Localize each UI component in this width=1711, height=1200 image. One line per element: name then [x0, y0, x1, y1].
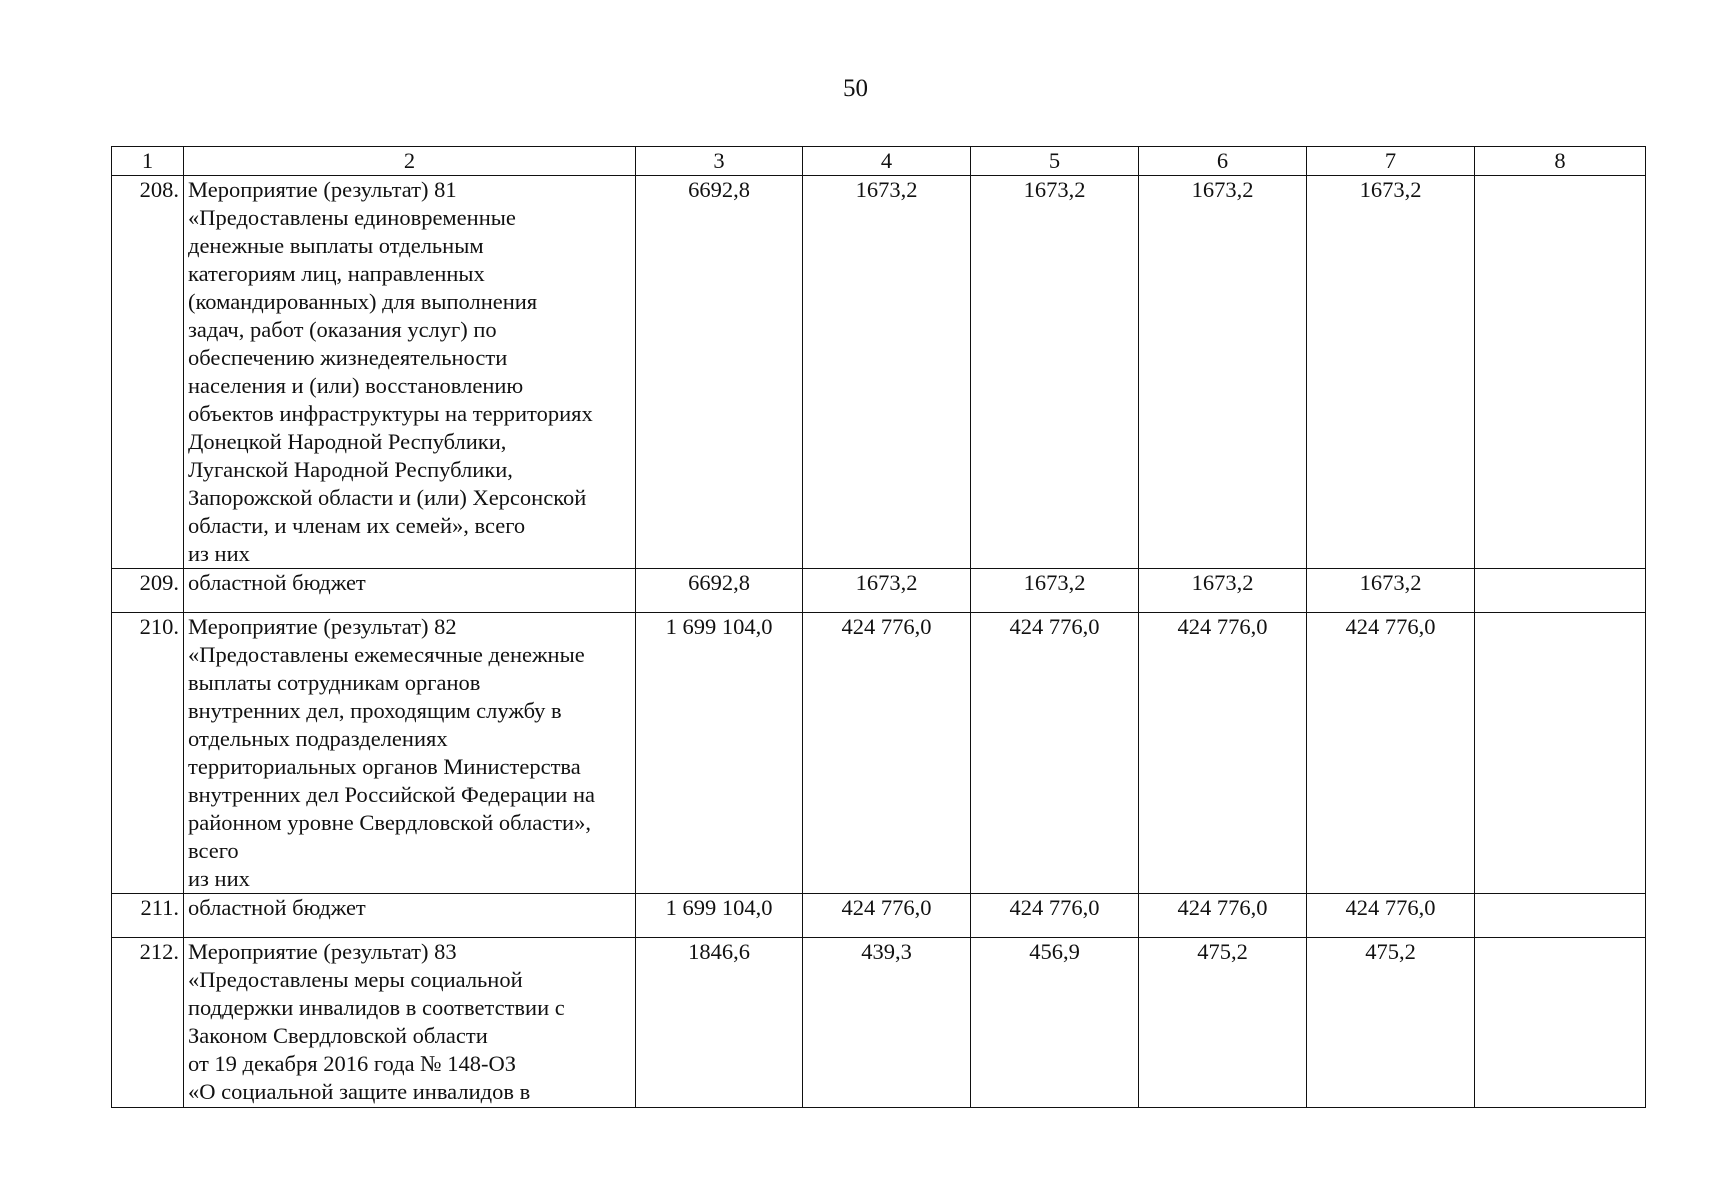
row-name-line: внутренних дел Российской Федерации на [188, 782, 595, 807]
row-number: 211. [112, 894, 184, 938]
row-name-line: от 19 декабря 2016 года № 148-ОЗ [188, 1051, 517, 1076]
row-name-line: Мероприятие (результат) 82 [188, 614, 457, 639]
value-col-5: 456,9 [971, 938, 1139, 1108]
value-col-6: 1673,2 [1139, 176, 1307, 569]
row-number: 209. [112, 569, 184, 613]
row-name-line: (командированных) для выполнения [188, 289, 538, 314]
value-col-8 [1475, 569, 1646, 613]
row-name-line: объектов инфраструктуры на территориях [188, 401, 593, 426]
row-name-line: из них [188, 541, 250, 566]
row-name-line: обеспечению жизнедеятельности [188, 345, 508, 370]
row-name [184, 894, 636, 938]
row-name-line: Запорожской области и (или) Херсонской [188, 485, 587, 510]
value-col-3: 6692,8 [636, 569, 803, 613]
row-name-line: областной бюджет [188, 570, 366, 595]
table-row [112, 938, 1646, 1108]
row-name [184, 176, 636, 569]
header-cell-7: 7 [1307, 147, 1475, 176]
value-col-7: 424 776,0 [1307, 613, 1475, 894]
row-name-line: категориям лиц, направленных [188, 261, 485, 286]
value-col-5: 1673,2 [971, 569, 1139, 613]
header-cell-1: 1 [112, 147, 184, 176]
value-col-7: 424 776,0 [1307, 894, 1475, 938]
value-col-7: 1673,2 [1307, 569, 1475, 613]
header-cell-6: 6 [1139, 147, 1307, 176]
row-name-line: поддержки инвалидов в соответствии с [188, 995, 565, 1020]
row-number: 212. [112, 938, 184, 1108]
row-number: 208. [112, 176, 184, 569]
row-name [184, 938, 636, 1108]
value-col-5: 1673,2 [971, 176, 1139, 569]
value-col-3: 1 699 104,0 [636, 613, 803, 894]
row-name-line: «Предоставлены меры социальной [188, 967, 523, 992]
value-col-4: 1673,2 [803, 569, 971, 613]
row-name-line: районном уровне Свердловской области», [188, 810, 591, 835]
row-name [184, 569, 636, 613]
row-name-line: из них [188, 866, 250, 891]
row-name-line: Мероприятие (результат) 83 [188, 939, 457, 964]
row-name-line: «О социальной защите инвалидов в [188, 1079, 531, 1104]
row-name-line: отдельных подразделениях [188, 726, 448, 751]
row-name-line: всего [188, 838, 239, 863]
value-col-4: 424 776,0 [803, 894, 971, 938]
value-col-3: 6692,8 [636, 176, 803, 569]
header-cell-4: 4 [803, 147, 971, 176]
value-col-8 [1475, 938, 1646, 1108]
value-col-7: 475,2 [1307, 938, 1475, 1108]
row-name-line: населения и (или) восстановлению [188, 373, 524, 398]
header-cell-8: 8 [1475, 147, 1646, 176]
value-col-8 [1475, 613, 1646, 894]
row-name-line: областной бюджет [188, 895, 366, 920]
row-name-line: Луганской Народной Республики, [188, 457, 513, 482]
value-col-4: 1673,2 [803, 176, 971, 569]
header-cell-2: 2 [184, 147, 636, 176]
value-col-7: 1673,2 [1307, 176, 1475, 569]
value-col-4: 424 776,0 [803, 613, 971, 894]
row-name-line: «Предоставлены единовременные [188, 205, 516, 230]
value-col-3: 1846,6 [636, 938, 803, 1108]
value-col-6: 424 776,0 [1139, 894, 1307, 938]
table-row [112, 613, 1646, 894]
table-row [112, 894, 1646, 938]
row-name-line: «Предоставлены ежемесячные денежные [188, 642, 585, 667]
table-body [112, 147, 1646, 1108]
value-col-6: 475,2 [1139, 938, 1307, 1108]
row-name-line: Донецкой Народной Республики, [188, 429, 507, 454]
header-row [112, 147, 1646, 176]
page-number: 50 [843, 75, 868, 102]
row-number: 210. [112, 613, 184, 894]
value-col-6: 1673,2 [1139, 569, 1307, 613]
row-name-line: территориальных органов Министерства [188, 754, 581, 779]
row-name-line: Мероприятие (результат) 81 [188, 177, 457, 202]
value-col-5: 424 776,0 [971, 894, 1139, 938]
row-name-line: внутренних дел, проходящим службу в [188, 698, 562, 723]
budget-table [111, 146, 1646, 1108]
value-col-8 [1475, 176, 1646, 569]
value-col-6: 424 776,0 [1139, 613, 1307, 894]
row-name-line: выплаты сотрудникам органов [188, 670, 481, 695]
table-row [112, 569, 1646, 613]
row-name-line: задач, работ (оказания услуг) по [188, 317, 497, 342]
table-row [112, 176, 1646, 569]
row-name-line: области, и членам их семей», всего [188, 513, 526, 538]
row-name-line: Законом Свердловской области [188, 1023, 488, 1048]
row-name-line: денежные выплаты отдельным [188, 233, 484, 258]
header-cell-5: 5 [971, 147, 1139, 176]
value-col-3: 1 699 104,0 [636, 894, 803, 938]
value-col-4: 439,3 [803, 938, 971, 1108]
header-cell-3: 3 [636, 147, 803, 176]
value-col-5: 424 776,0 [971, 613, 1139, 894]
value-col-8 [1475, 894, 1646, 938]
row-name [184, 613, 636, 894]
